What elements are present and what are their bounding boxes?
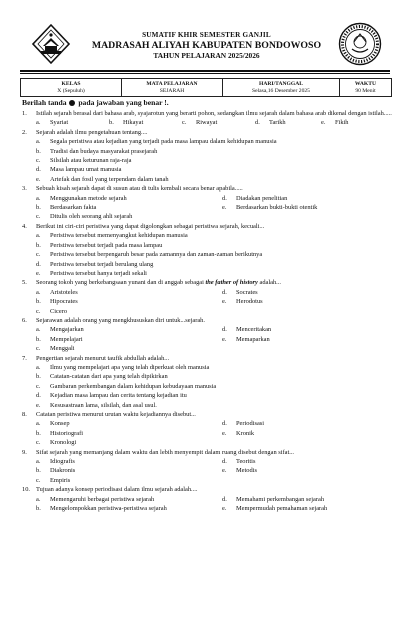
hari-value: Selasa,16 Desember 2025 [252,87,310,94]
option-c[interactable]: c. Silsilah atau keturunan raja-raja [36,157,132,165]
question-text: Sebuah kisah sejarah dapat di susun atau di tulis kembali secara benar apabila..... [36,185,243,193]
question-text: Tujuan adanya konsep periodisasi dalam ilmu sejarah adalah.... [36,486,198,494]
waktu-value: 90 Menit [355,87,376,94]
question-7: 7. Pengertian sejarah menurut taufik abdullah adalah... a. Ilmu yang mempelajari apa yang telah diperkuat oleh manusia b. Catatan-catatan dari apa yang telah dipikirkan c. Gambaran perkembangan dalam kehidupan kebudayaan manusia d. Kejadian masa lampau dan cerita tentang kejadian itu e. Kesusastraan lama, silsilah, dan asal usul. [22,354,396,410]
question-text: Sifat sejarah yang memanjang dalam waktu dan lebih menyempit dalam ruang disebut dengan sifat... [36,448,295,456]
option-a[interactable]: a. Peristiwa tersebut memenyangkut kehidupan manusia [36,232,188,240]
option-c[interactable]: c. Ditulis oleh seorang ahli sejarah [36,213,133,221]
option-d[interactable]: d. Menceritakan [222,326,272,334]
option-e[interactable]: e. Kronik [222,429,255,437]
header-rule-thin [20,73,390,74]
option-a[interactable]: a. Menggunakan metode sejarah [36,194,127,202]
hari-label: HARI/TANGGAL [258,80,304,87]
option-e[interactable]: e. Peristiwa tersebut hanya terjadi sekali [36,269,147,277]
option-d[interactable]: d. Periodisasi [222,420,265,428]
school-name: MADRASAH ALIYAH KABUPATEN BONDOWOSO [91,40,322,51]
option-b[interactable]: b. Catatan-catatan dari apa yang telah dipikirkan [36,373,168,381]
option-d[interactable]: d. Tarikh [255,119,286,127]
option-c[interactable]: c. Menggali [36,345,75,353]
instruction: Berilah tanda pada jawaban yang benar !. [22,98,169,107]
option-e[interactable]: e. Mempermudah pemahaman sejarah [222,505,328,513]
option-b[interactable]: b. Peristiwa tersebut terjadi pada masa lampau [36,241,163,249]
option-c[interactable]: c. Riwayat [182,119,218,127]
option-e[interactable]: e. Memaparkan [222,335,270,343]
option-a[interactable]: a. Idiografis [36,458,75,466]
question-text: Berikut ini ciri-ciri peristiwa yang dapat digolongkan sebagai peristiwa sejarah, kecuali... [36,222,265,230]
mapel-label: MATA PELAJARAN [146,80,198,87]
question-4: 4. Berikut ini ciri-ciri peristiwa yang dapat digolongkan sebagai peristiwa sejarah, kecuali... a. Peristiwa tersebut memenyangkut kehidupan manusia b. Peristiwa tersebut terjadi pada masa lampau c. Peristiwa tersebut berpengaruh besar pada zamannya dan zaman-zaman berikutnya d. Peristiwa tersebut terjadi berulang ulang e. Peristiwa tersebut hanya terjadi sekali [22,222,396,278]
option-e[interactable]: e. Artefak dan fosil yang terpendam dalam tanah [36,175,169,183]
mapel-value: SEJARAH [159,87,185,94]
option-c[interactable]: c. Kronologi [36,439,77,447]
option-a[interactable]: a. Segala peristiwa atau kejadian yang terjadi pada masa lampau dalam kehidupan manusia [36,138,277,146]
question-2: 2. Sejarah adalah ilmu pengetahuan tentang.... a. Segala peristiwa atau kejadian yang terjadi pada masa lampau dalam kehidupan manusia b. Tradisi dan budaya masyarakat prasejarah c. Silsilah atau keturunan raja-raja d. Masa lampau umat manusia e. Artefak dan fosil yang terpendam dalam tanah [22,128,396,184]
option-c[interactable]: c. Empiris [36,476,71,484]
waktu-label: WAKTU [354,80,377,87]
question-text: Seorang tokoh yang berkebangsaan yunani dan di anggab sebagai the father of history adalah... [36,279,281,287]
option-a[interactable]: a. Memengaruhi berbagai peristiwa sejarah [36,495,155,503]
emphasized-term: the father of history [205,279,258,287]
option-b[interactable]: b. Mempelajari [36,335,83,343]
question-9: 9. Sifat sejarah yang memanjang dalam waktu dan lebih menyempit dalam ruang disebut dengan sifat... a. Idiografis d. Teoritis b. Diakronis e. Metodis c. Empiris [22,448,396,486]
question-text: Pengertian sejarah menurut taufik abdullah adalah... [36,354,170,362]
question-text: Catatan peristiwa menurut urutan waktu kejadiannya disebut... [36,411,196,418]
question-text: Istilah sejarah berasal dari bahasa arab, syajarotun yang berarti pohon, sedangkan ilmu sejarah dalam bahasa arab dikenal dengan istilah..... [36,110,392,117]
option-d[interactable]: d. Socrates [222,288,258,296]
question-8: 8. Catatan peristiwa menurut urutan waktu kejadiannya disebut... a. Konsep d. Periodisasi b. Historiografi e. Kronik c. Kronologi [22,410,396,448]
question-list [22,109,396,513]
option-e[interactable]: e. Fikih [321,119,349,127]
option-a[interactable]: a. Konsep [36,420,70,428]
option-a[interactable]: a. Aristoteles [36,288,78,296]
question-10: 10. Tujuan adanya konsep periodisasi dalam ilmu sejarah adalah.... a. Memengaruhi berbagai peristiwa sejarah d. Memahami perkembangan sejarah b. Mengelompokkan peristiwa-peristiwa sejarah e. Mempermudah pemahaman sejarah [22,485,396,513]
option-a[interactable]: a. Syariat [36,119,69,127]
exam-header [0,31,413,61]
option-b[interactable]: b. Tradisi dan budaya masyarakat prasejarah [36,147,158,155]
filled-circle-icon [69,100,75,106]
option-b[interactable]: b. Hikayat [109,119,144,127]
kelas-label: KELAS [61,80,81,87]
option-d[interactable]: d. Peristiwa tersebut terjadi berulang ulang [36,260,154,268]
option-b[interactable]: b. Hipocrates [36,298,78,306]
option-c[interactable]: c. Gambaran perkembangan dalam kehidupan kebudayaan manusia [36,382,217,390]
option-c[interactable]: c. Peristiwa tersebut berpengaruh besar pada zamannya dan zaman-zaman berikutnya [36,251,263,259]
question-6: 6. Sejarawan adalah orang yang mengkhususkan diri untuk...sejarah. a. Mengajarkan d. Menceritakan b. Mempelajari e. Memaparkan c. Menggali [22,316,396,354]
option-b[interactable]: b. Berdasarkan fakta [36,204,97,212]
question-3: 3. Sebuah kisah sejarah dapat di susun atau di tulis kembali secara benar apabila..... a. Menggunakan metode sejarah d. Diadakan penelitian b. Berdasarkan fakta e. Berdasarkan bukti-bukti otentik c. Ditulis oleh seorang ahli sejarah [22,184,396,222]
option-d[interactable]: d. Masa lampau umat manusia [36,166,122,174]
option-b[interactable]: b. Diakronis [36,467,76,475]
option-a[interactable]: a. Mengajarkan [36,326,84,334]
question-1: 1. Istilah sejarah berasal dari bahasa arab, syajarotun yang berarti pohon, sedangkan ilmu sejarah dalam bahasa arab dikenal dengan istilah..... a. Syariat b. Hikayat c. Riwayat d. Tarikh e. Fikih [22,109,396,128]
academic-year: TAHUN PELAJARAN 2025/2026 [153,51,260,60]
header-rule-thick [20,70,390,72]
question-5: 5. Seorang tokoh yang berkebangsaan yunani dan di anggab sebagai the father of history adalah... a. Aristoteles d. Socrates b. Hipocrates e. Herodotus c. Cicero [22,278,396,316]
option-e[interactable]: e. Metodis [222,467,257,475]
question-text: Sejarah adalah ilmu pengetahuan tentang.... [36,128,148,136]
option-a[interactable]: a. Ilmu yang mempelajari apa yang telah diperkuat oleh manusia [36,363,210,371]
exam-info-table [20,78,392,97]
kelas-value: X (Sepuluh) [57,87,85,94]
option-e[interactable]: e. Kesusastraan lama, silsilah, dan asal usul. [36,401,157,409]
option-b[interactable]: b. Mengelompokkan peristiwa-peristiwa sejarah [36,505,167,513]
option-d[interactable]: d. Kejadian masa lampau dan cerita tentang kejadian itu [36,392,187,400]
option-d[interactable]: d. Memahami perkembangan sejarah [222,495,325,503]
exam-title: SUMATIF KHIR SEMESTER GANJIL [142,31,271,39]
option-b[interactable]: b. Historiografi [36,429,84,437]
question-text: Sejarawan adalah orang yang mengkhususkan diri untuk...sejarah. [36,316,205,324]
option-e[interactable]: e. Berdasarkan bukti-bukti otentik [222,204,318,212]
option-e[interactable]: e. Herodotus [222,298,263,306]
option-d[interactable]: d. Teoritis [222,458,256,466]
option-d[interactable]: d. Diadakan penelitian [222,194,288,202]
option-c[interactable]: c. Cicero [36,307,68,315]
